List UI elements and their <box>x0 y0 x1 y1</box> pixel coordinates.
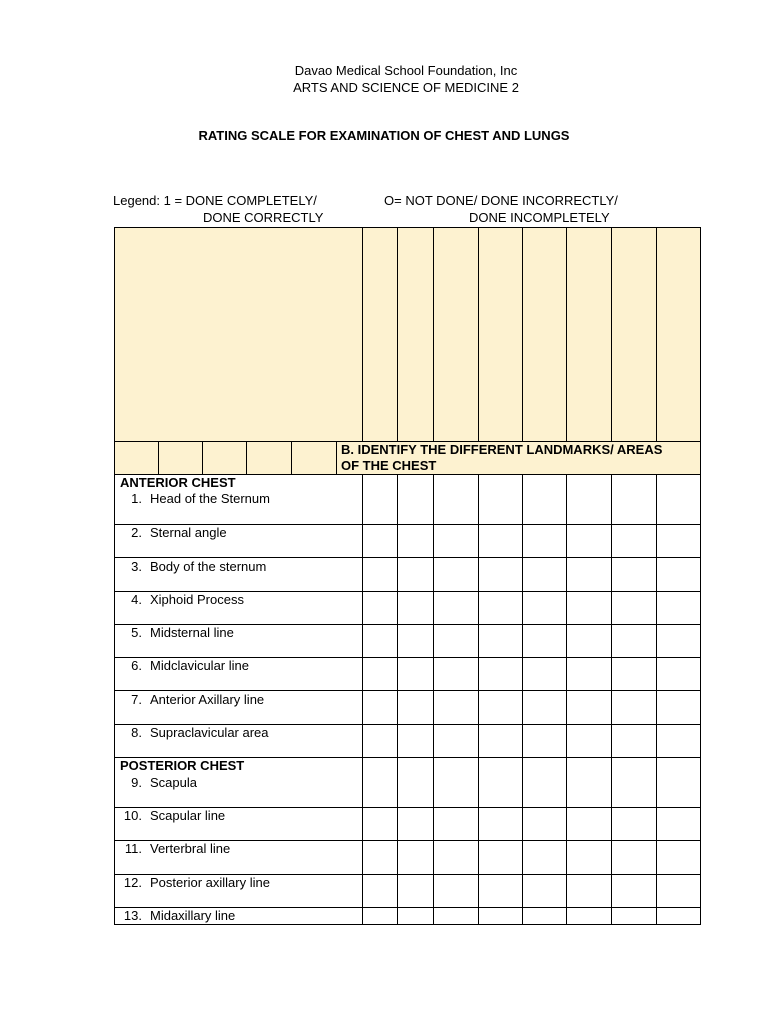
item-text: Sternal angle <box>150 525 227 540</box>
anterior-chest-label: ANTERIOR CHEST <box>120 475 236 490</box>
list-item <box>120 559 266 575</box>
list-item <box>120 775 197 791</box>
item-number: 10. <box>123 808 142 823</box>
section-b-heading-line1: B. IDENTIFY THE DIFFERENT LANDMARKS/ AREAS <box>341 442 663 457</box>
item-text: Midsternal line <box>150 625 234 640</box>
list-item <box>120 908 235 924</box>
item-text: Scapular line <box>150 808 226 823</box>
item-text: Midclavicular line <box>150 658 249 673</box>
list-item <box>120 625 234 641</box>
item-text: Scapula <box>150 775 197 790</box>
posterior-chest-label: POSTERIOR CHEST <box>120 758 245 773</box>
list-item <box>120 692 264 708</box>
item-number: 1. <box>131 491 142 506</box>
list-item <box>120 725 269 741</box>
item-text: Verterbral line <box>150 841 231 856</box>
item-number: 13. <box>123 908 142 923</box>
list-item <box>120 525 227 541</box>
course-name: ARTS AND SCIENCE OF MEDICINE 2 <box>293 80 519 95</box>
list-item <box>120 875 270 891</box>
list-item <box>120 592 244 608</box>
section-b-heading <box>341 442 662 474</box>
item-number: 9. <box>131 775 142 790</box>
legend-zero-line2: DONE INCOMPLETELY <box>469 210 610 225</box>
legend-one: Legend: 1 = DONE COMPLETELY/ <box>113 193 317 208</box>
item-text: Anterior Axillary line <box>150 692 265 707</box>
school-name: Davao Medical School Foundation, Inc <box>294 63 518 78</box>
section-b-heading-line2: OF THE CHEST <box>341 458 437 473</box>
legend-zero: O= NOT DONE/ DONE INCORRECTLY/ <box>384 193 618 208</box>
table-header-fill <box>114 227 700 474</box>
item-text: Posterior axillary line <box>150 875 270 890</box>
item-number: 12. <box>123 875 142 890</box>
item-number: 6. <box>131 658 142 673</box>
list-item <box>120 841 230 857</box>
item-text: Head of the Sternum <box>150 491 270 506</box>
item-number: 3. <box>131 559 142 574</box>
page-title: RATING SCALE FOR EXAMINATION OF CHEST AND LUNGS <box>198 128 570 143</box>
item-number: 7. <box>131 692 142 707</box>
item-number: 8. <box>131 725 142 740</box>
item-number: 11. <box>124 841 142 856</box>
item-text: Midaxillary line <box>150 908 236 923</box>
list-item <box>120 491 270 507</box>
list-item <box>120 658 249 674</box>
item-text: Body of the sternum <box>150 559 267 574</box>
list-item <box>120 808 225 824</box>
legend-one-line2: DONE CORRECTLY <box>203 210 324 225</box>
item-text: Supraclavicular area <box>150 725 269 740</box>
item-number: 5. <box>131 625 142 640</box>
item-text: Xiphoid Process <box>150 592 244 607</box>
item-number: 4. <box>131 592 142 607</box>
item-number: 2. <box>131 525 142 540</box>
